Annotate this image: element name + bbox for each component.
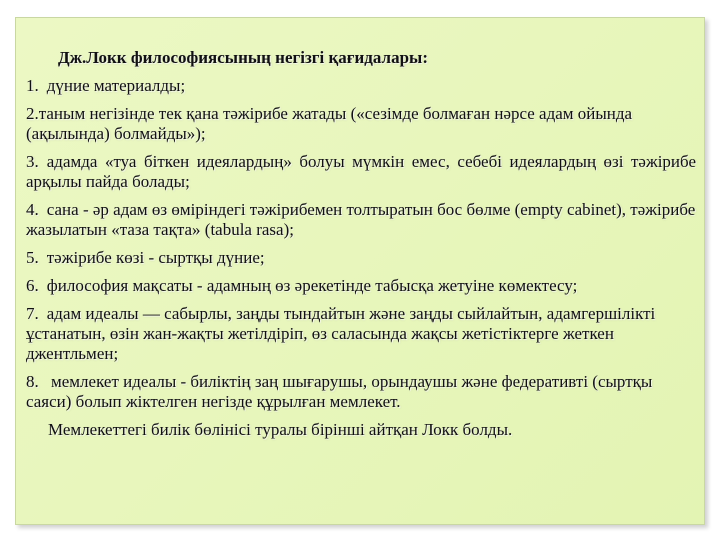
item-number: 8.	[26, 372, 39, 391]
list-item	[26, 104, 696, 144]
list-item	[26, 76, 696, 96]
list-item	[26, 248, 696, 268]
item-text: сана - әр адам өз өміріндегі тәжірибемен толтыратын бос бөлме (empty cabinet), тәжірибе жазылатын «таза тақта» (tabula rasa);	[26, 200, 696, 239]
list-item	[26, 276, 696, 296]
item-text: мемлекет идеалы - биліктің заң шығарушы, орындаушы және федеративті (сыртқы саяси) болып жіктелген негізде құрылған мемлекет.	[26, 372, 653, 411]
item-number: 4.	[26, 200, 39, 219]
slide-title: Дж.Локк философиясының негізгі қағидалары:	[58, 48, 428, 67]
item-text: тәжірибе көзі - сыртқы дүние;	[46, 248, 265, 267]
list-item	[26, 152, 696, 192]
item-number: 1.	[26, 76, 39, 95]
item-number: 3.	[26, 152, 39, 171]
conclusion-text: Мемлекеттегі билік бөлінісі туралы бірінші айтқан Локк болды.	[48, 420, 513, 439]
item-number: 2.	[26, 104, 39, 123]
item-text: таным негізінде тек қана тәжірибе жатады («сезімде болмаған нәрсе адам ойында (ақылында) болмайды»);	[26, 104, 633, 143]
item-number: 6.	[26, 276, 39, 295]
item-text: дүние материалды;	[46, 76, 186, 95]
item-text: адамда «туа біткен идеялардың» болуы мүмкін емес, себебі идеялардың өзі тәжірибе арқылы пайда болады;	[26, 152, 696, 191]
slide-content	[26, 48, 696, 440]
item-number: 7.	[26, 304, 39, 323]
item-number: 5.	[26, 248, 39, 267]
item-text: адам идеалы — сабырлы, заңды тындайтын және заңды сыйлайтын, адамгершілікті ұстанатын, өзін жан-жақты жетілдіріп, өз саласында жақсы жетістіктерге жеткен джентльмен;	[26, 304, 656, 363]
list-item	[26, 372, 696, 412]
list-item	[26, 304, 696, 364]
item-text: философия мақсаты - адамның өз әрекетінде табысқа жетуіне көмектесу;	[46, 276, 578, 295]
list-item	[26, 200, 696, 240]
